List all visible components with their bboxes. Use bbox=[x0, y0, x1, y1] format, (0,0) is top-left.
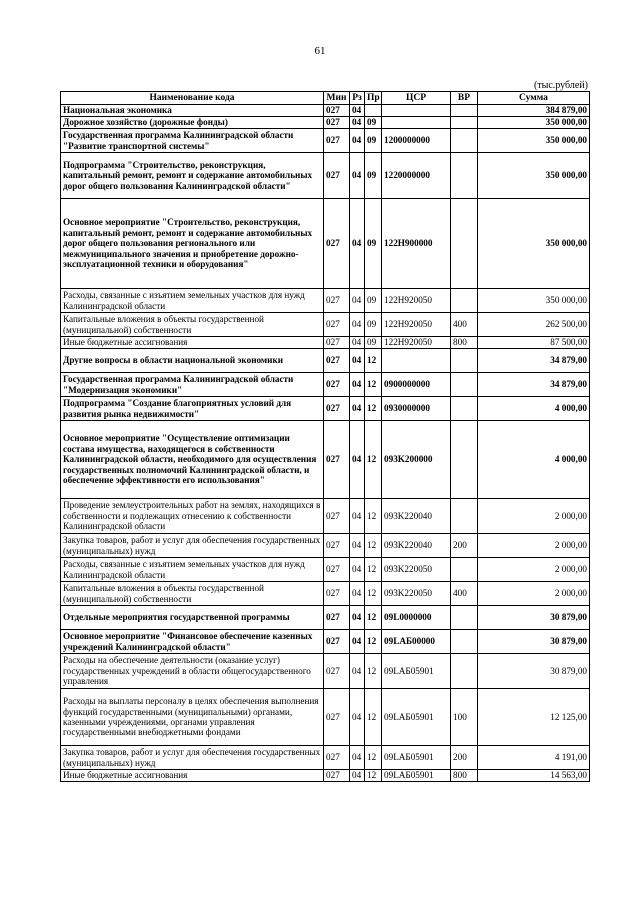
table-row bbox=[61, 153, 590, 199]
row-sum: 30 879,00 bbox=[478, 654, 590, 689]
header-csr: ЦСР bbox=[382, 92, 451, 105]
row-vr bbox=[451, 397, 478, 421]
row-vr bbox=[451, 421, 478, 499]
table-row bbox=[61, 770, 590, 782]
row-csr: 09LAБ05901 bbox=[382, 654, 451, 689]
row-name: Капитальные вложения в объекты государственной (муниципальной) собственности bbox=[61, 582, 324, 606]
row-vr: 400 bbox=[451, 313, 478, 337]
row-pr: 09 bbox=[365, 153, 382, 199]
row-min: 027 bbox=[324, 534, 350, 558]
row-rz: 04 bbox=[350, 606, 365, 630]
row-vr: 800 bbox=[451, 337, 478, 349]
row-rz: 04 bbox=[350, 770, 365, 782]
row-csr bbox=[382, 117, 451, 129]
row-rz: 04 bbox=[350, 153, 365, 199]
row-pr: 12 bbox=[365, 630, 382, 654]
table-header-row bbox=[61, 92, 590, 105]
row-name: Проведение землеустроительных работ на землях, находящихся в собственности и подлежащих отнесению к собственности Калининградской области bbox=[61, 499, 324, 534]
row-name: Капитальные вложения в объекты государственной (муниципальной) собственности bbox=[61, 313, 324, 337]
row-name: Основное мероприятие "Осуществление оптимизации состава имущества, находящегося в собственности Калининградской области, необходимого для осуществления государственных полномочий Калининградской области, и обеспечение эффективности его использования" bbox=[61, 421, 324, 499]
row-vr: 800 bbox=[451, 770, 478, 782]
row-sum: 384 879,00 bbox=[478, 105, 590, 117]
row-min: 027 bbox=[324, 153, 350, 199]
row-sum: 350 000,00 bbox=[478, 153, 590, 199]
row-name: Подпрограмма "Строительство, реконструкция, капитальный ремонт, ремонт и содержание автомобильных дорог общего пользования Калининградской области" bbox=[61, 153, 324, 199]
row-sum: 34 879,00 bbox=[478, 349, 590, 373]
table-row bbox=[61, 421, 590, 499]
row-rz: 04 bbox=[350, 105, 365, 117]
row-vr bbox=[451, 373, 478, 397]
row-rz: 04 bbox=[350, 117, 365, 129]
row-pr: 12 bbox=[365, 373, 382, 397]
row-sum: 350 000,00 bbox=[478, 289, 590, 313]
row-name: Закупка товаров, работ и услуг для обеспечения государственных (муниципальных) нужд bbox=[61, 534, 324, 558]
row-name: Расходы на обеспечение деятельности (оказание услуг) государственных учреждений в области общегосударственного управления bbox=[61, 654, 324, 689]
table-row bbox=[61, 582, 590, 606]
row-csr: 122H900000 bbox=[382, 199, 451, 289]
row-csr: 0900000000 bbox=[382, 373, 451, 397]
row-rz: 04 bbox=[350, 654, 365, 689]
row-name: Государственная программа Калининградской области "Модернизация экономики" bbox=[61, 373, 324, 397]
row-min: 027 bbox=[324, 606, 350, 630]
row-pr bbox=[365, 105, 382, 117]
row-vr bbox=[451, 606, 478, 630]
row-rz: 04 bbox=[350, 499, 365, 534]
row-pr: 12 bbox=[365, 558, 382, 582]
table-row bbox=[61, 373, 590, 397]
row-csr: 1200000000 bbox=[382, 129, 451, 153]
row-min: 027 bbox=[324, 129, 350, 153]
row-min: 027 bbox=[324, 582, 350, 606]
row-name: Основное мероприятие "Финансовое обеспечение казенных учреждений Калининградской области" bbox=[61, 630, 324, 654]
row-pr: 09 bbox=[365, 313, 382, 337]
row-csr: 122H920050 bbox=[382, 337, 451, 349]
row-name: Иные бюджетные ассигнования bbox=[61, 770, 324, 782]
row-pr: 12 bbox=[365, 582, 382, 606]
row-vr bbox=[451, 105, 478, 117]
row-min: 027 bbox=[324, 289, 350, 313]
row-pr: 12 bbox=[365, 746, 382, 770]
header-sum: Сумма bbox=[478, 92, 590, 105]
table-row bbox=[61, 117, 590, 129]
row-min: 027 bbox=[324, 199, 350, 289]
row-pr: 12 bbox=[365, 499, 382, 534]
header-vr: ВР bbox=[451, 92, 478, 105]
table-row bbox=[61, 558, 590, 582]
row-csr: 09LAБ05901 bbox=[382, 689, 451, 746]
row-rz: 04 bbox=[350, 630, 365, 654]
row-sum: 4 000,00 bbox=[478, 397, 590, 421]
row-sum: 12 125,00 bbox=[478, 689, 590, 746]
row-vr bbox=[451, 199, 478, 289]
row-csr: 09L0000000 bbox=[382, 606, 451, 630]
row-pr: 09 bbox=[365, 337, 382, 349]
row-vr: 200 bbox=[451, 534, 478, 558]
row-vr: 100 bbox=[451, 689, 478, 746]
row-min: 027 bbox=[324, 117, 350, 129]
row-sum: 2 000,00 bbox=[478, 499, 590, 534]
row-rz: 04 bbox=[350, 337, 365, 349]
row-min: 027 bbox=[324, 770, 350, 782]
row-vr bbox=[451, 630, 478, 654]
row-sum: 30 879,00 bbox=[478, 630, 590, 654]
row-rz: 04 bbox=[350, 421, 365, 499]
row-sum: 4 191,00 bbox=[478, 746, 590, 770]
row-pr: 12 bbox=[365, 397, 382, 421]
row-sum: 350 000,00 bbox=[478, 199, 590, 289]
row-pr: 12 bbox=[365, 421, 382, 499]
row-rz: 04 bbox=[350, 558, 365, 582]
row-name: Основное мероприятие "Строительство, реконструкция, капитальный ремонт, ремонт и содержание автомобильных дорог общего пользования регионального или межмуниципального значения и приобретение дорожно-эксплуатационной техники и оборудования" bbox=[61, 199, 324, 289]
table-row bbox=[61, 337, 590, 349]
row-pr: 12 bbox=[365, 534, 382, 558]
row-vr bbox=[451, 153, 478, 199]
row-name: Другие вопросы в области национальной экономики bbox=[61, 349, 324, 373]
row-pr: 09 bbox=[365, 199, 382, 289]
row-sum: 87 500,00 bbox=[478, 337, 590, 349]
row-name: Государственная программа Калининградской области "Развитие транспортной системы" bbox=[61, 129, 324, 153]
units-note: (тыс.рублей) bbox=[533, 80, 588, 91]
row-rz: 04 bbox=[350, 534, 365, 558]
row-pr: 12 bbox=[365, 654, 382, 689]
row-csr: 1220000000 bbox=[382, 153, 451, 199]
header-name: Наименование кода bbox=[61, 92, 324, 105]
row-rz: 04 bbox=[350, 397, 365, 421]
row-min: 027 bbox=[324, 746, 350, 770]
table-row bbox=[61, 313, 590, 337]
row-min: 027 bbox=[324, 337, 350, 349]
row-name: Отдельные мероприятия государственной программы bbox=[61, 606, 324, 630]
row-csr: 122H920050 bbox=[382, 313, 451, 337]
row-name: Национальная экономика bbox=[61, 105, 324, 117]
row-rz: 04 bbox=[350, 313, 365, 337]
row-sum: 2 000,00 bbox=[478, 582, 590, 606]
row-vr: 400 bbox=[451, 582, 478, 606]
row-sum: 350 000,00 bbox=[478, 117, 590, 129]
row-name: Расходы, связанные с изъятием земельных участков для нужд Калининградской области bbox=[61, 558, 324, 582]
table-row bbox=[61, 746, 590, 770]
row-min: 027 bbox=[324, 421, 350, 499]
row-csr: 09LAБ05901 bbox=[382, 746, 451, 770]
row-rz: 04 bbox=[350, 289, 365, 313]
table-row bbox=[61, 129, 590, 153]
row-name: Закупка товаров, работ и услуг для обеспечения государственных (муниципальных) нужд bbox=[61, 746, 324, 770]
row-csr bbox=[382, 349, 451, 373]
table-row bbox=[61, 199, 590, 289]
row-csr: 093K200000 bbox=[382, 421, 451, 499]
row-min: 027 bbox=[324, 499, 350, 534]
row-pr: 12 bbox=[365, 349, 382, 373]
row-csr: 093K220050 bbox=[382, 558, 451, 582]
row-csr bbox=[382, 105, 451, 117]
budget-table bbox=[60, 91, 590, 782]
row-rz: 04 bbox=[350, 746, 365, 770]
row-vr bbox=[451, 129, 478, 153]
row-name: Дорожное хозяйство (дорожные фонды) bbox=[61, 117, 324, 129]
row-name: Иные бюджетные ассигнования bbox=[61, 337, 324, 349]
table-row bbox=[61, 654, 590, 689]
row-rz: 04 bbox=[350, 199, 365, 289]
row-vr bbox=[451, 117, 478, 129]
row-name: Подпрограмма "Создание благоприятных условий для развития рынка недвижимости" bbox=[61, 397, 324, 421]
row-min: 027 bbox=[324, 349, 350, 373]
row-min: 027 bbox=[324, 105, 350, 117]
table-row bbox=[61, 105, 590, 117]
table-row bbox=[61, 534, 590, 558]
row-rz: 04 bbox=[350, 373, 365, 397]
row-csr: 09LAБ05901 bbox=[382, 770, 451, 782]
row-min: 027 bbox=[324, 558, 350, 582]
row-min: 027 bbox=[324, 654, 350, 689]
table-row bbox=[61, 630, 590, 654]
table-row bbox=[61, 689, 590, 746]
row-min: 027 bbox=[324, 373, 350, 397]
row-pr: 12 bbox=[365, 770, 382, 782]
row-sum: 2 000,00 bbox=[478, 558, 590, 582]
row-vr bbox=[451, 349, 478, 373]
row-min: 027 bbox=[324, 689, 350, 746]
row-csr: 0930000000 bbox=[382, 397, 451, 421]
row-min: 027 bbox=[324, 313, 350, 337]
header-rz: Рз bbox=[350, 92, 365, 105]
row-pr: 12 bbox=[365, 606, 382, 630]
page-number: 61 bbox=[314, 45, 326, 57]
row-sum: 4 000,00 bbox=[478, 421, 590, 499]
row-sum: 34 879,00 bbox=[478, 373, 590, 397]
row-pr: 09 bbox=[365, 289, 382, 313]
row-sum: 30 879,00 bbox=[478, 606, 590, 630]
row-rz: 04 bbox=[350, 129, 365, 153]
row-vr bbox=[451, 289, 478, 313]
row-vr bbox=[451, 558, 478, 582]
row-csr: 093K220040 bbox=[382, 499, 451, 534]
row-csr: 093K220050 bbox=[382, 582, 451, 606]
row-pr: 12 bbox=[365, 689, 382, 746]
row-csr: 09LAБ00000 bbox=[382, 630, 451, 654]
row-vr bbox=[451, 499, 478, 534]
row-pr: 09 bbox=[365, 117, 382, 129]
row-rz: 04 bbox=[350, 689, 365, 746]
table-row bbox=[61, 289, 590, 313]
table-row bbox=[61, 349, 590, 373]
row-rz: 04 bbox=[350, 582, 365, 606]
row-min: 027 bbox=[324, 397, 350, 421]
row-sum: 2 000,00 bbox=[478, 534, 590, 558]
row-min: 027 bbox=[324, 630, 350, 654]
row-csr: 093K220040 bbox=[382, 534, 451, 558]
table-row bbox=[61, 499, 590, 534]
row-pr: 09 bbox=[365, 129, 382, 153]
header-min: Мин bbox=[324, 92, 350, 105]
header-pr: Пр bbox=[365, 92, 382, 105]
table-row bbox=[61, 606, 590, 630]
table-row bbox=[61, 397, 590, 421]
row-name: Расходы, связанные с изъятием земельных участков для нужд Калининградской области bbox=[61, 289, 324, 313]
row-csr: 122H920050 bbox=[382, 289, 451, 313]
row-rz: 04 bbox=[350, 349, 365, 373]
row-sum: 14 563,00 bbox=[478, 770, 590, 782]
row-sum: 350 000,00 bbox=[478, 129, 590, 153]
row-vr bbox=[451, 654, 478, 689]
row-sum: 262 500,00 bbox=[478, 313, 590, 337]
row-vr: 200 bbox=[451, 746, 478, 770]
row-name: Расходы на выплаты персоналу в целях обеспечения выполнения функций государственными (муниципальными) органами, казенными учреждениями, органами управления государственными внебюджетными фондами bbox=[61, 689, 324, 746]
